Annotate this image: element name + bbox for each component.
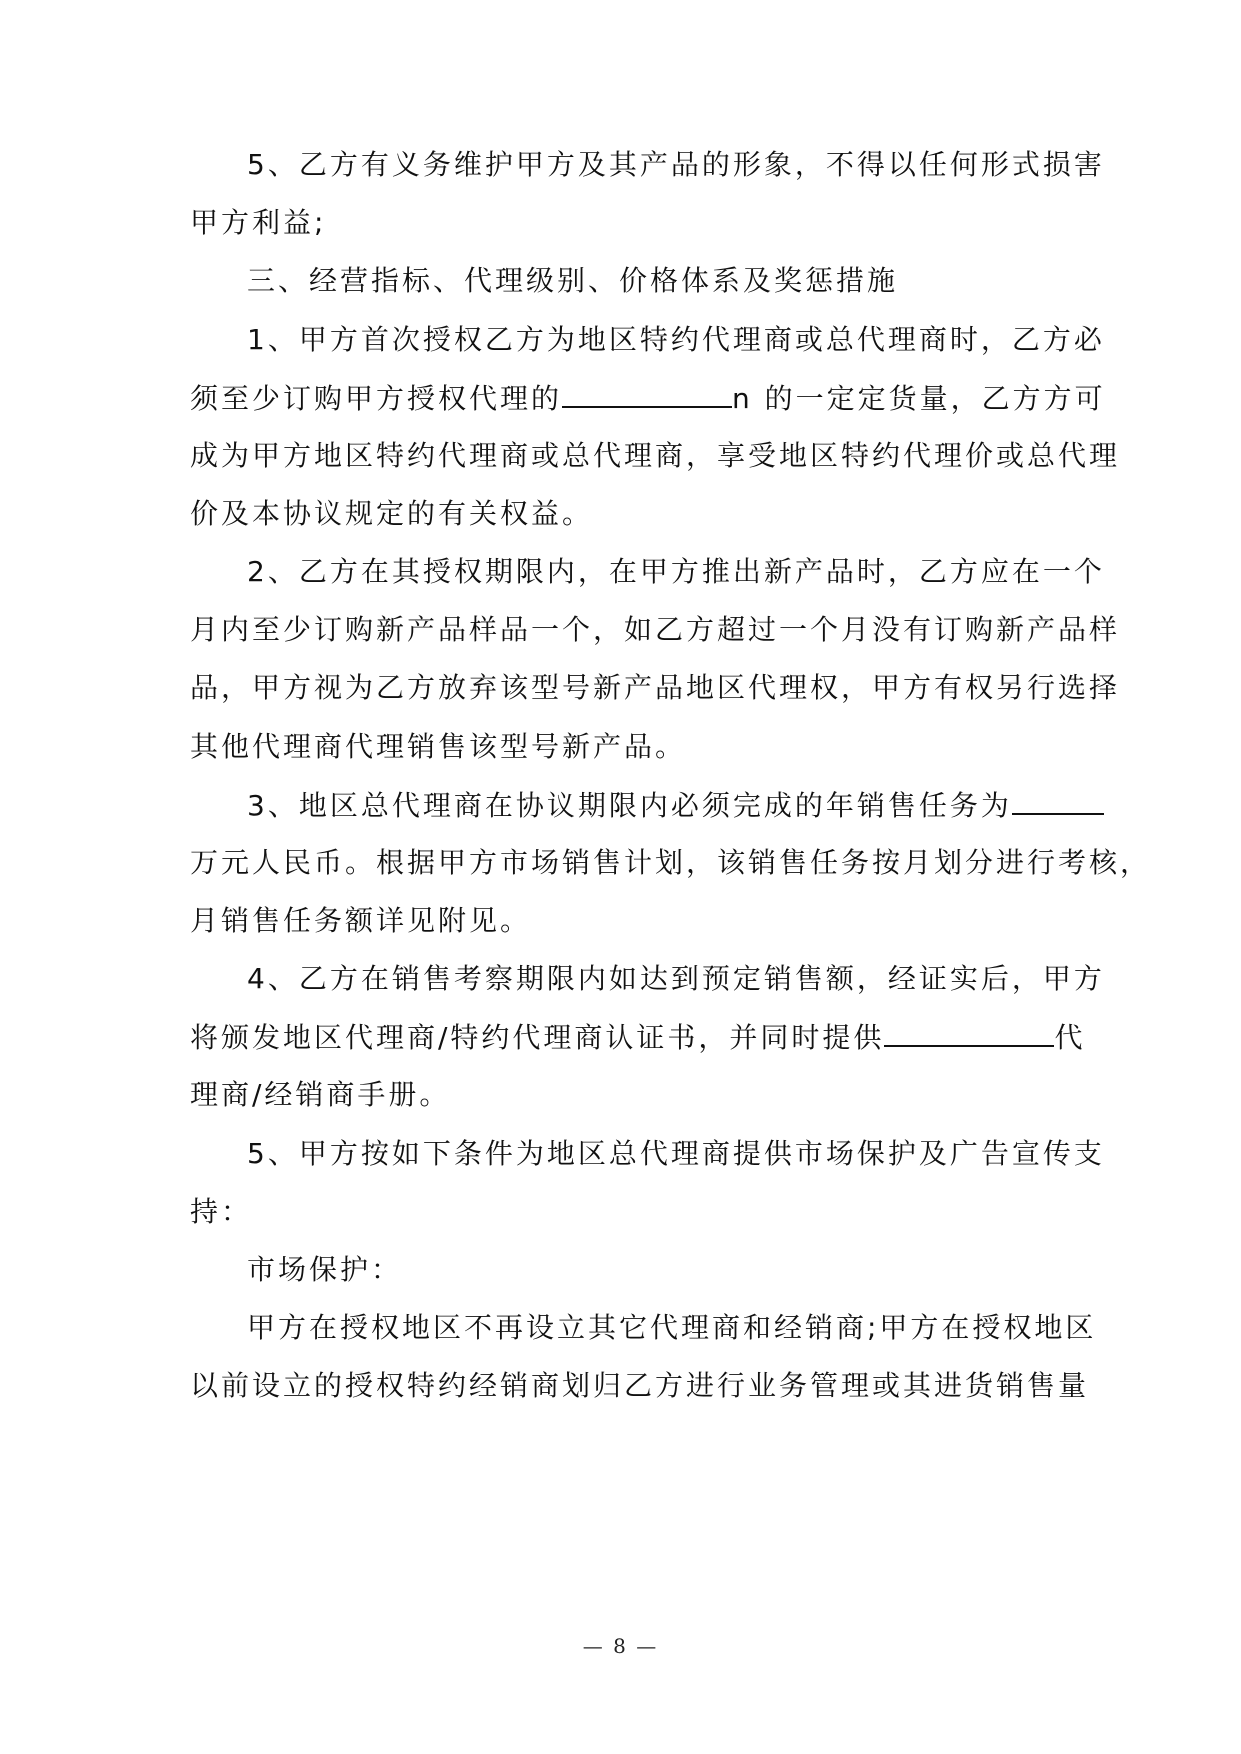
paragraph-line: 其他代理商代理销售该型号新产品。: [190, 730, 687, 763]
text-segment: 代: [1054, 1021, 1086, 1054]
text-segment: 须至少订购甲方授权代理的: [190, 382, 563, 415]
subsection-heading: 市场保护：: [247, 1253, 403, 1286]
section-heading: 三、经营指标、代理级别、价格体系及奖惩措施: [247, 264, 899, 297]
paragraph-line: 月销售任务额详见附见。: [190, 904, 532, 937]
paragraph-line: [247, 785, 1060, 825]
fill-in-blank: [1012, 785, 1104, 815]
paragraph-line: 万元人民币。根据甲方市场销售计划，该销售任务按月划分进行考核，: [190, 846, 1152, 879]
paragraph-line: 以前设立的授权特约经销商划归乙方进行业务管理或其进货销售量: [190, 1369, 1090, 1402]
fill-in-blank: [884, 1017, 1054, 1047]
paragraph-line: 2、乙方在其授权期限内，在甲方推出新产品时，乙方应在一个: [247, 555, 1105, 588]
page-number: — 8 —: [582, 1634, 659, 1658]
paragraph-line: 甲方利益;: [190, 206, 327, 239]
paragraph-line: 持：: [190, 1195, 253, 1228]
paragraph-line: [190, 1017, 1086, 1057]
paragraph-line: 月内至少订购新产品样品一个，如乙方超过一个月没有订购新产品样: [190, 613, 1121, 646]
text-segment: 3、地区总代理商在协议期限内必须完成的年销售任务为: [247, 789, 1012, 822]
paragraph-line: 品，甲方视为乙方放弃该型号新产品地区代理权，甲方有权另行选择: [190, 671, 1121, 704]
fill-in-blank: [562, 378, 732, 408]
paragraph-line: 5、乙方有义务维护甲方及其产品的形象，不得以任何形式损害: [247, 148, 1105, 181]
paragraph-line: 甲方在授权地区不再设立其它代理商和经销商;甲方在授权地区: [247, 1311, 1097, 1344]
paragraph-line: 5、甲方按如下条件为地区总代理商提供市场保护及广告宣传支: [247, 1137, 1105, 1170]
paragraph-line: 4、乙方在销售考察期限内如达到预定销售额，经证实后，甲方: [247, 962, 1105, 995]
paragraph-line: [190, 378, 1106, 418]
text-segment: n 的一定定货量，乙方方可: [732, 382, 1106, 415]
paragraph-line: 成为甲方地区特约代理商或总代理商，享受地区特约代理价或总代理: [190, 439, 1121, 472]
paragraph-line: 1、甲方首次授权乙方为地区特约代理商或总代理商时，乙方必: [247, 323, 1105, 356]
paragraph-line: 价及本协议规定的有关权益。: [190, 497, 594, 530]
text-segment: 将颁发地区代理商/特约代理商认证书，并同时提供: [190, 1021, 885, 1054]
paragraph-line: 理商/经销商手册。: [190, 1078, 451, 1111]
